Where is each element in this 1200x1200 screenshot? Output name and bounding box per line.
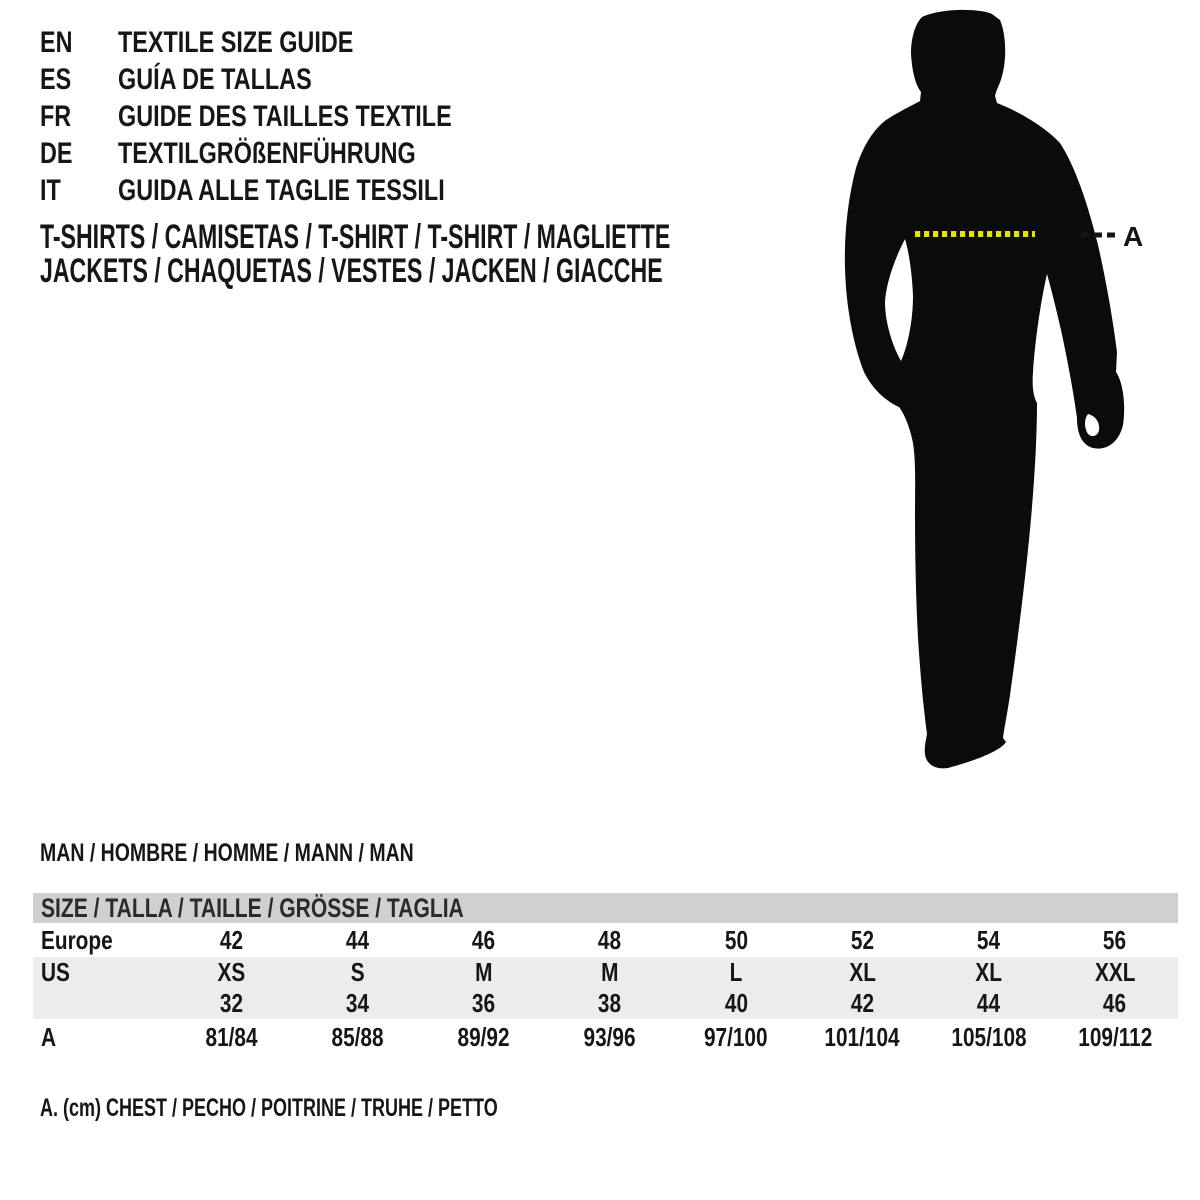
language-code: IT xyxy=(40,173,61,207)
size-cell: M xyxy=(474,957,493,987)
size-table-header-label: SIZE / TALLA / TAILLE / GRÖSSE / TAGLIA xyxy=(41,892,464,923)
size-cell: 44 xyxy=(977,988,1001,1018)
table-row-europe xyxy=(33,923,1178,957)
size-cell: XS xyxy=(217,957,245,987)
size-cell: XL xyxy=(849,957,876,987)
size-cell: 52 xyxy=(850,924,874,955)
language-row-fr xyxy=(40,98,546,135)
language-code: DE xyxy=(40,136,73,170)
size-cell: 56 xyxy=(1103,924,1127,955)
size-cell: 40 xyxy=(724,988,748,1018)
size-cell: 93/96 xyxy=(583,1021,636,1052)
section-heading-man: MAN / HOMBRE / HOMME / MANN / MAN xyxy=(40,838,414,867)
size-cell: 32 xyxy=(219,988,243,1018)
language-title: TEXTILGRÖßENFÜHRUNG xyxy=(118,136,416,170)
size-cell: L xyxy=(729,957,743,987)
size-table xyxy=(33,893,1178,1055)
language-title: GUIDA ALLE TAGLIE TESSILI xyxy=(118,173,445,207)
language-list xyxy=(40,24,546,209)
size-cell: M xyxy=(601,957,619,987)
size-cell: 50 xyxy=(724,924,748,955)
language-title: GUIDE DES TAILLES TEXTILE xyxy=(118,99,452,133)
measurement-label-a: A xyxy=(1123,221,1144,252)
size-cell: 81/84 xyxy=(205,1021,258,1052)
language-code: ES xyxy=(40,62,72,96)
language-code: FR xyxy=(40,99,72,133)
language-code-box xyxy=(40,137,118,171)
size-cell: 46 xyxy=(472,924,496,955)
size-cell: 42 xyxy=(850,988,874,1018)
language-code-box xyxy=(40,174,118,208)
measurement-figure xyxy=(820,0,1200,800)
table-row-chest-a xyxy=(33,1019,1178,1055)
size-cell: 109/112 xyxy=(1077,1021,1152,1052)
size-cell: 85/88 xyxy=(331,1021,384,1052)
language-row-es xyxy=(40,61,546,98)
row-label: Europe xyxy=(41,924,113,955)
size-cell: 46 xyxy=(1103,988,1127,1018)
size-cell: 54 xyxy=(977,924,1001,955)
language-code: EN xyxy=(40,25,73,59)
language-code-box xyxy=(40,100,118,134)
size-cell: 36 xyxy=(472,988,496,1018)
language-title: GUÍA DE TALLAS xyxy=(118,62,312,96)
size-cell: XXL xyxy=(1094,957,1136,987)
size-cell: XL xyxy=(975,957,1002,987)
size-cell: 48 xyxy=(598,924,622,955)
size-cell: 38 xyxy=(598,988,622,1018)
category-line-jackets: JACKETS / CHAQUETAS / VESTES / JACKEN / GIACCHE xyxy=(40,251,663,290)
category-line-tshirts: T-SHIRTS / CAMISETAS / T-SHIRT / T-SHIRT / MAGLIETTE xyxy=(40,217,671,256)
row-label xyxy=(33,988,168,1019)
row-label: A xyxy=(41,1021,57,1052)
language-code-box xyxy=(40,26,118,60)
size-cell: 44 xyxy=(345,924,369,955)
size-cell: 101/104 xyxy=(824,1021,900,1052)
man-silhouette xyxy=(845,10,1124,769)
language-row-it xyxy=(40,172,546,209)
size-cell: 34 xyxy=(345,988,369,1018)
table-row-numeric xyxy=(33,988,1178,1019)
language-row-de xyxy=(40,135,546,172)
size-cell: 89/92 xyxy=(457,1021,510,1052)
man-silhouette-svg xyxy=(820,0,1200,800)
language-code-box xyxy=(40,63,118,97)
table-row-us xyxy=(33,957,1178,988)
size-table-header xyxy=(33,893,1178,923)
size-cell: 97/100 xyxy=(704,1021,768,1052)
row-label: US xyxy=(41,957,70,987)
language-row-en xyxy=(40,24,546,61)
size-cell: 42 xyxy=(219,924,243,955)
measurement-footnote: A. (cm) CHEST / PECHO / POITRINE / TRUHE / PETTO xyxy=(40,1093,498,1122)
size-cell: S xyxy=(350,957,365,987)
language-title: TEXTILE SIZE GUIDE xyxy=(118,25,354,59)
size-cell: 105/108 xyxy=(951,1021,1027,1052)
